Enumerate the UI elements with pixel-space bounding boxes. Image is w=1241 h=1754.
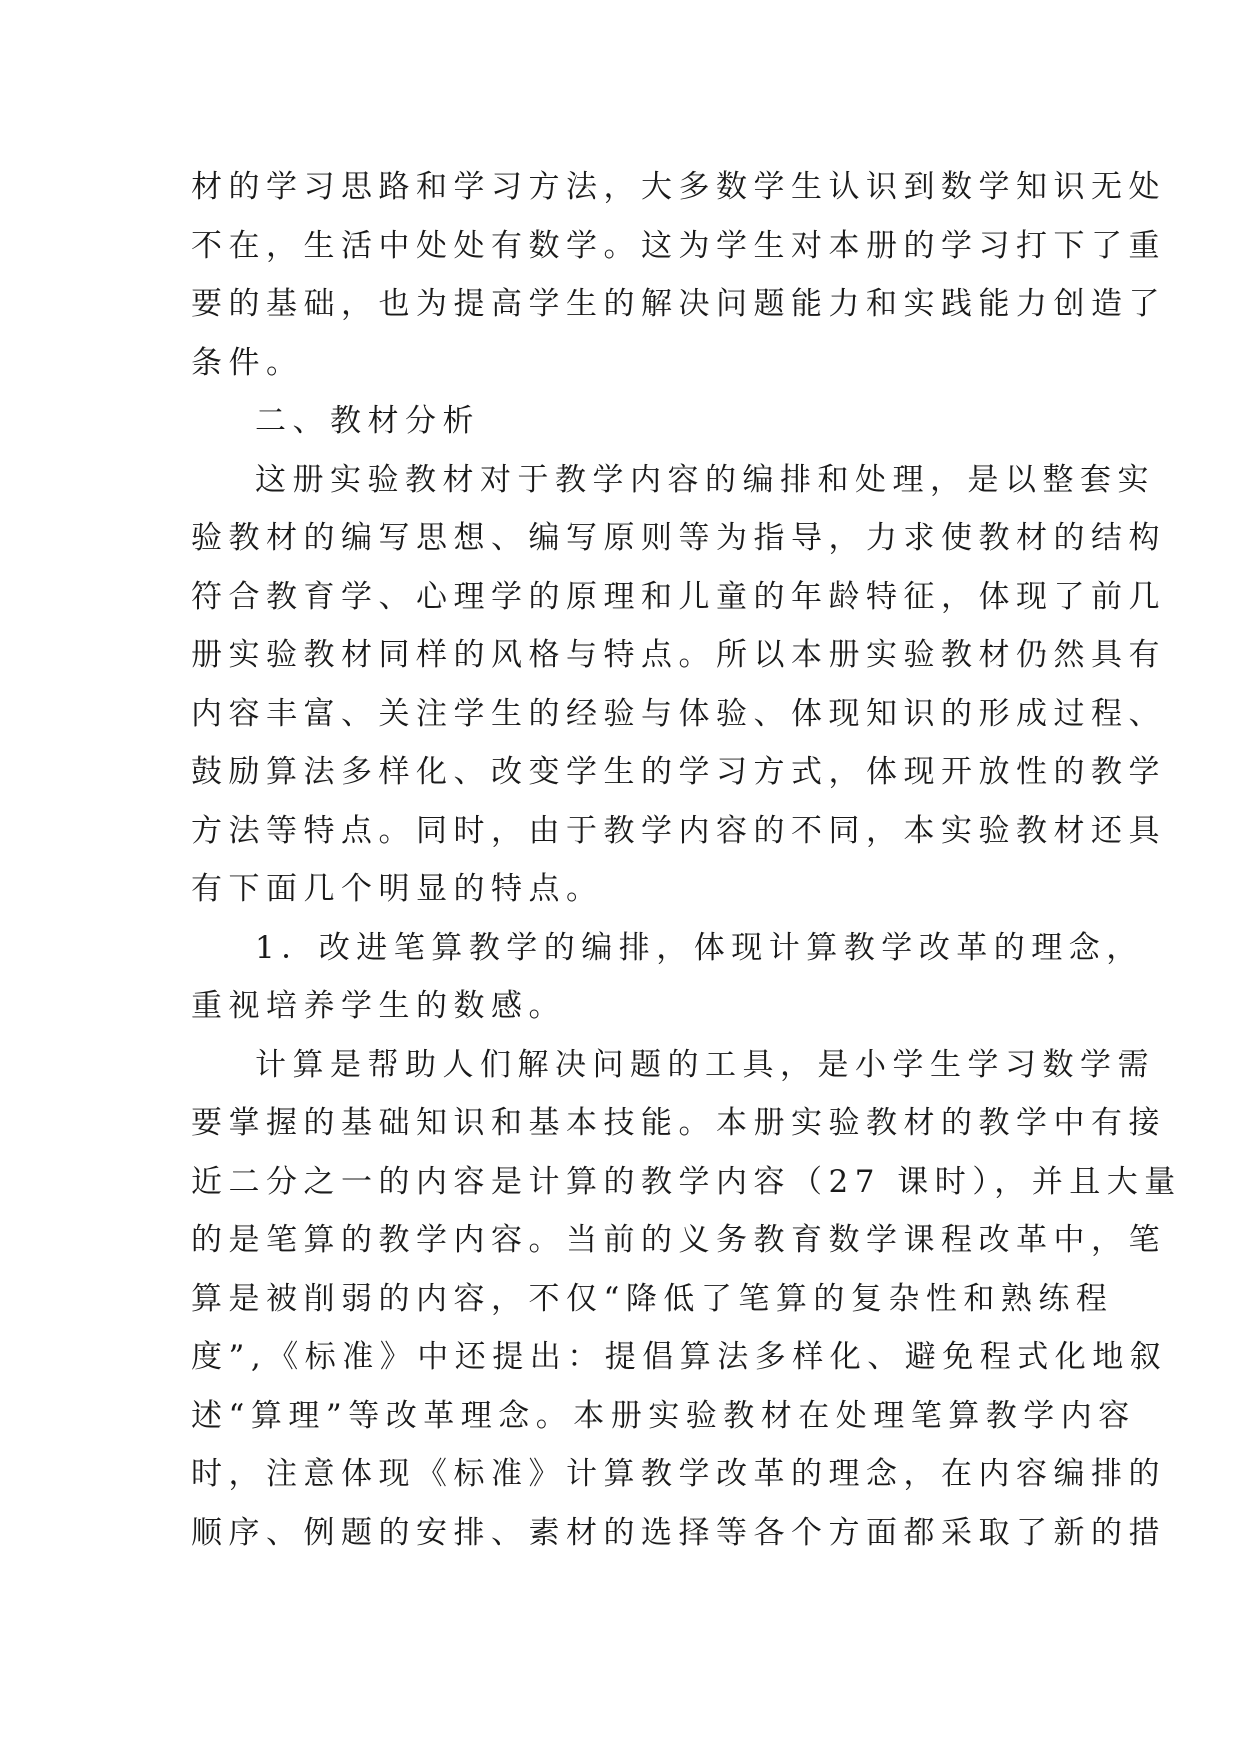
text-line: 近二分之一的内容是计算的教学内容（27 课时），并且大量: [191, 1163, 1182, 1200]
text-line: 条件。: [191, 344, 304, 381]
section-heading: 二、教材分析: [255, 403, 480, 439]
text-line: 时，注意体现《标准》计算教学改革的理念，在内容编排的: [191, 1456, 1166, 1492]
text-line: 要的基础，也为提高学生的解决问题能力和实践能力创造了: [191, 286, 1166, 322]
body-text: [191, 158, 1182, 1562]
text-line: 鼓励算法多样化、改变学生的学习方式，体现开放性的教学: [191, 754, 1166, 790]
text-line: 材的学习思路和学习方法，大多数学生认识到数学知识无处: [191, 169, 1166, 205]
text-line: 述“算理”等改革理念。本册实验教材在处理笔算教学内容: [191, 1397, 1136, 1434]
text-line: 有下面几个明显的特点。: [191, 871, 604, 907]
text-line: 顺序、例题的安排、素材的选择等各个方面都采取了新的措: [191, 1514, 1166, 1551]
text-line: 这册实验教材对于教学内容的编排和处理，是以整套实: [255, 461, 1155, 498]
text-line: 符合教育学、心理学的原理和儿童的年龄特征，体现了前几: [191, 578, 1166, 615]
text-line: 度”,《标准》中还提出：提倡算法多样化、避免程式化地叙: [191, 1339, 1168, 1375]
subsection-heading: 1．改进笔算教学的编排，体现计算教学改革的理念，: [255, 929, 1144, 966]
text-line: 内容丰富、关注学生的经验与体验、体现知识的形成过程、: [191, 695, 1166, 732]
text-line: 重视培养学生的数感。: [191, 988, 566, 1024]
text-line: 算是被削弱的内容，不仅“降低了笔算的复杂性和熟练程: [191, 1280, 1114, 1317]
text-line: 不在，生活中处处有数学。这为学生对本册的学习打下了重: [191, 227, 1166, 264]
text-line: 验教材的编写思想、编写原则等为指导，力求使教材的结构: [191, 520, 1166, 556]
text-line: 册实验教材同样的风格与特点。所以本册实验教材仍然具有: [191, 637, 1166, 673]
text-line: 要掌握的基础知识和基本技能。本册实验教材的教学中有接: [191, 1105, 1166, 1141]
text-line: 方法等特点。同时，由于教学内容的不同，本实验教材还具: [191, 812, 1166, 849]
text-line: 计算是帮助人们解决问题的工具，是小学生学习数学需: [255, 1046, 1155, 1083]
text-line: 的是笔算的教学内容。当前的义务教育数学课程改革中，笔: [191, 1222, 1166, 1258]
